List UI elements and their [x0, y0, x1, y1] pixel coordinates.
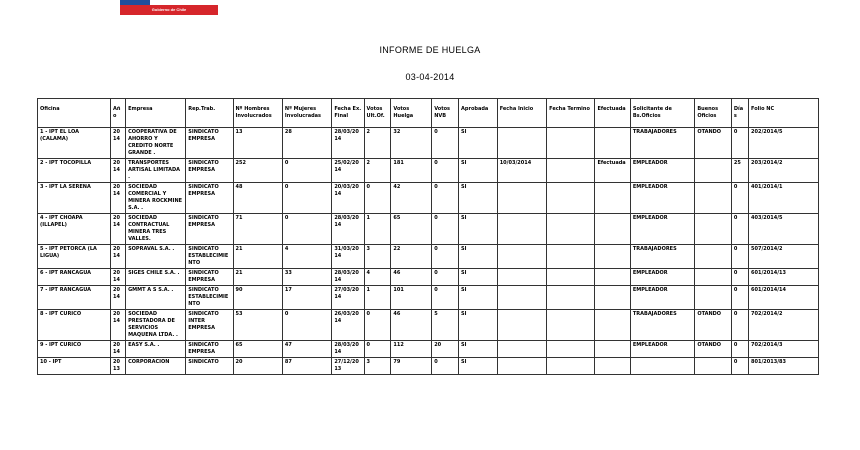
table-cell [497, 310, 546, 341]
table-cell: EMPLEADOR [630, 159, 694, 183]
table-cell: 1 [364, 286, 391, 310]
table-cell: EASY S.A. . [126, 341, 186, 358]
column-header: Nº Mujeres Involucradas [282, 99, 331, 128]
table-cell: 203/2014/2 [749, 159, 819, 183]
table-cell [595, 358, 630, 375]
table-cell [595, 183, 630, 214]
table-cell: SI [459, 358, 498, 375]
table-cell: 65 [391, 214, 432, 245]
column-header: Fecha Termino [547, 99, 595, 128]
table-cell: SINDICATO EMPRESA [186, 159, 233, 183]
table-cell [595, 286, 630, 310]
table-cell: 0 [731, 128, 748, 159]
column-header: Buenos Oficios [695, 99, 732, 128]
table-cell: TRABAJADORES [630, 310, 694, 341]
column-header: Aprobada [459, 99, 498, 128]
table-cell [497, 341, 546, 358]
table-cell: 2014 [111, 245, 126, 269]
table-cell: 2014 [111, 269, 126, 286]
table-cell [595, 214, 630, 245]
table-cell: SI [459, 310, 498, 341]
column-header: Año [111, 99, 126, 128]
table-cell: SINDICATO ESTABLECIMIENTO [186, 286, 233, 310]
table-cell: SINDICATO ESTABLECIMIENTO [186, 245, 233, 269]
table-cell: 702/2014/3 [749, 341, 819, 358]
table-cell: 65 [233, 341, 282, 358]
table-row [38, 358, 819, 375]
table-cell: 0 [282, 310, 331, 341]
column-header: Votos NVB [432, 99, 459, 128]
table-cell: 4 [282, 245, 331, 269]
table-cell: Efectuada [595, 159, 630, 183]
table-cell: 71 [233, 214, 282, 245]
column-header: Votos Huelga [391, 99, 432, 128]
table-cell: 46 [391, 310, 432, 341]
table-cell: 401/2014/1 [749, 183, 819, 214]
table-cell: SI [459, 159, 498, 183]
table-cell: 26/03/2014 [332, 310, 364, 341]
table-cell: 2 [364, 159, 391, 183]
table-cell: 0 [731, 358, 748, 375]
table-cell: 507/2014/2 [749, 245, 819, 269]
table-cell [497, 245, 546, 269]
table-cell: SOCIEDAD CONTRACTUAL MINERA TRES VALLES. [126, 214, 186, 245]
table-cell: 20/03/2014 [332, 183, 364, 214]
table-cell: 5 - IPT PETORCA (LA LIGUA) [38, 245, 111, 269]
table-cell: 28/03/2014 [332, 128, 364, 159]
table-cell: 0 [731, 310, 748, 341]
table-cell: EMPLEADOR [630, 341, 694, 358]
table-cell: 90 [233, 286, 282, 310]
table-cell: 10/03/2014 [497, 159, 546, 183]
table-cell [695, 183, 732, 214]
column-header: Votos Ult.Of. [364, 99, 391, 128]
table-cell [695, 286, 732, 310]
table-cell [595, 310, 630, 341]
table-cell [497, 214, 546, 245]
table-cell: SINDICATO EMPRESA [186, 214, 233, 245]
table-cell: 28 [282, 128, 331, 159]
table-cell [547, 183, 595, 214]
table-cell: SIGES CHILE S.A. . [126, 269, 186, 286]
table-cell: SI [459, 183, 498, 214]
table-cell: 1 [364, 214, 391, 245]
table-cell: 33 [282, 269, 331, 286]
table-cell [547, 310, 595, 341]
table-cell: 2013 [111, 358, 126, 375]
column-header: Empresa [126, 99, 186, 128]
table-cell: 48 [233, 183, 282, 214]
table-cell: 0 [731, 286, 748, 310]
table-cell: SINDICATO [186, 358, 233, 375]
table-cell: SINDICATO EMPRESA [186, 269, 233, 286]
table-cell: 8 - IPT CURICO [38, 310, 111, 341]
table-cell: 2 [364, 128, 391, 159]
report-date: 03-04-2014 [405, 72, 455, 82]
table-cell: EMPLEADOR [630, 286, 694, 310]
table-cell: 28/03/2014 [332, 341, 364, 358]
table-cell: 801/2013/83 [749, 358, 819, 375]
table-cell: 6 - IPT RANCAGUA [38, 269, 111, 286]
table-cell: TRABAJADORES [630, 245, 694, 269]
table-cell: 181 [391, 159, 432, 183]
table-header-row [38, 99, 819, 128]
table-cell: 20 [432, 341, 459, 358]
table-cell [695, 269, 732, 286]
table-cell: SI [459, 128, 498, 159]
table-cell: 0 [731, 245, 748, 269]
table-cell: 4 [364, 269, 391, 286]
table-row [38, 245, 819, 269]
table-cell: COOPERATIVA DE AHORRO Y CREDITO NORTE GRANDE . [126, 128, 186, 159]
table-cell: 0 [432, 286, 459, 310]
table-cell [595, 269, 630, 286]
column-header: Oficina [38, 99, 111, 128]
table-cell: 0 [731, 183, 748, 214]
table-cell: SINDICATO EMPRESA [186, 183, 233, 214]
table-cell: 2014 [111, 128, 126, 159]
table-cell [497, 183, 546, 214]
table-cell: 3 - IPT LA SERENA [38, 183, 111, 214]
table-cell: CORPORACION [126, 358, 186, 375]
table-cell: SINDICATO INTER EMPRESA [186, 310, 233, 341]
table-cell: 32 [391, 128, 432, 159]
table-cell [595, 128, 630, 159]
table-cell: 79 [391, 358, 432, 375]
table-cell: 0 [282, 159, 331, 183]
table-cell [497, 286, 546, 310]
table-cell [695, 214, 732, 245]
table-cell: 0 [432, 245, 459, 269]
table-cell: 702/2014/2 [749, 310, 819, 341]
table-cell: 21 [233, 269, 282, 286]
table-cell: EMPLEADOR [630, 269, 694, 286]
table-cell: 601/2014/14 [749, 286, 819, 310]
table-row [38, 310, 819, 341]
table-cell: 2014 [111, 286, 126, 310]
table-cell [497, 269, 546, 286]
column-header: Solicitante de Bs.Oficios [630, 99, 694, 128]
table-cell: 25 [731, 159, 748, 183]
table-cell: 2014 [111, 214, 126, 245]
table-cell [547, 358, 595, 375]
table-cell: 0 [731, 269, 748, 286]
table-cell: 0 [432, 214, 459, 245]
table-cell: 1 - IPT EL LOA (CALAMA) [38, 128, 111, 159]
table-cell: 5 [432, 310, 459, 341]
table-cell: 9 - IPT CURICO [38, 341, 111, 358]
table-cell: 0 [432, 358, 459, 375]
table-cell: 0 [731, 341, 748, 358]
table-cell: 2014 [111, 341, 126, 358]
table-cell: 0 [282, 183, 331, 214]
table-cell: SOCIEDAD COMERCIAL Y MINERA ROCKMINE S.A. . [126, 183, 186, 214]
table-cell [630, 358, 694, 375]
table-cell: 42 [391, 183, 432, 214]
logo-red-band [120, 5, 218, 15]
table-cell [497, 358, 546, 375]
table-cell: 0 [432, 159, 459, 183]
table-cell: SINDICATO EMPRESA [186, 128, 233, 159]
table-cell [547, 245, 595, 269]
table-cell: OTANDO [695, 341, 732, 358]
table-cell: 17 [282, 286, 331, 310]
table-cell: 13 [233, 128, 282, 159]
table-cell: 21 [233, 245, 282, 269]
table-cell: 601/2014/13 [749, 269, 819, 286]
table-cell: 0 [364, 310, 391, 341]
table-cell: 252 [233, 159, 282, 183]
table-cell [547, 159, 595, 183]
table-cell [547, 341, 595, 358]
column-header: Rep.Trab. [186, 99, 233, 128]
table-cell: 7 - IPT RANCAGUA [38, 286, 111, 310]
table-cell [547, 286, 595, 310]
table-cell: TRANSPORTES ARTISAL LIMITADA . [126, 159, 186, 183]
table-cell: 0 [364, 183, 391, 214]
table-cell: SI [459, 245, 498, 269]
table-cell: 403/2014/5 [749, 214, 819, 245]
table-cell: SI [459, 341, 498, 358]
table-cell: 27/12/2013 [332, 358, 364, 375]
table-cell: 46 [391, 269, 432, 286]
table-cell: SINDICATO EMPRESA [186, 341, 233, 358]
table-cell: 112 [391, 341, 432, 358]
table-row [38, 183, 819, 214]
table-cell: GMMT A S S.A. . [126, 286, 186, 310]
table-cell: 10 - IPT [38, 358, 111, 375]
table-cell [595, 245, 630, 269]
table-row [38, 341, 819, 358]
table-row [38, 214, 819, 245]
table-cell: TRABAJADORES [630, 128, 694, 159]
table-cell: 0 [282, 214, 331, 245]
table-cell [695, 358, 732, 375]
column-header: Nº Hombres Involucrados [233, 99, 282, 128]
table-cell: 28/03/2014 [332, 214, 364, 245]
table-cell: 22 [391, 245, 432, 269]
table-cell [497, 128, 546, 159]
table-cell: SOCIEDAD PRESTADORA DE SERVICIOS MAQUENA LTDA. . [126, 310, 186, 341]
logo-text: Gobierno de Chile [151, 7, 187, 12]
table-cell: 0 [432, 183, 459, 214]
table-row [38, 128, 819, 159]
table-row [38, 286, 819, 310]
table-cell: 0 [364, 341, 391, 358]
table-cell: 25/02/2014 [332, 159, 364, 183]
table-cell: OTANDO [695, 310, 732, 341]
table-cell: SI [459, 269, 498, 286]
table-cell [695, 159, 732, 183]
table-cell [595, 341, 630, 358]
table-cell: 2014 [111, 310, 126, 341]
gobierno-de-chile-logo [120, 0, 218, 15]
column-header: Folio NC [749, 99, 819, 128]
huelga-table [37, 98, 819, 375]
table-cell: SI [459, 214, 498, 245]
column-header: Días [731, 99, 748, 128]
table-cell: 2014 [111, 159, 126, 183]
table-cell: EMPLEADOR [630, 183, 694, 214]
table-cell: 101 [391, 286, 432, 310]
table-cell: 20 [233, 358, 282, 375]
table-row [38, 159, 819, 183]
table-cell: 27/03/2014 [332, 286, 364, 310]
table-cell: EMPLEADOR [630, 214, 694, 245]
table-cell: 28/03/2014 [332, 269, 364, 286]
table-cell: SI [459, 286, 498, 310]
table-cell: 4 - IPT CHOAPA (ILLAPEL) [38, 214, 111, 245]
table-cell: 202/2014/5 [749, 128, 819, 159]
table-cell: 31/03/2014 [332, 245, 364, 269]
table-cell: OTANDO [695, 128, 732, 159]
column-header: Efectuada [595, 99, 630, 128]
table-cell: 2 - IPT TOCOPILLA [38, 159, 111, 183]
table-cell [547, 128, 595, 159]
column-header: Fecha Ex. Final [332, 99, 364, 128]
table-cell: 47 [282, 341, 331, 358]
column-header: Fecha Inicio [497, 99, 546, 128]
table-cell: 53 [233, 310, 282, 341]
table-cell: 3 [364, 358, 391, 375]
table-cell: 0 [432, 269, 459, 286]
table-row [38, 269, 819, 286]
table-cell [547, 214, 595, 245]
table-cell: 87 [282, 358, 331, 375]
table-cell: 0 [731, 214, 748, 245]
table-cell [547, 269, 595, 286]
table-cell: SOPRAVAL S.A. . [126, 245, 186, 269]
table-cell: 0 [432, 128, 459, 159]
report-title: INFORME DE HUELGA [379, 45, 481, 55]
table-cell: 3 [364, 245, 391, 269]
table-cell: 2014 [111, 183, 126, 214]
table-cell [695, 245, 732, 269]
